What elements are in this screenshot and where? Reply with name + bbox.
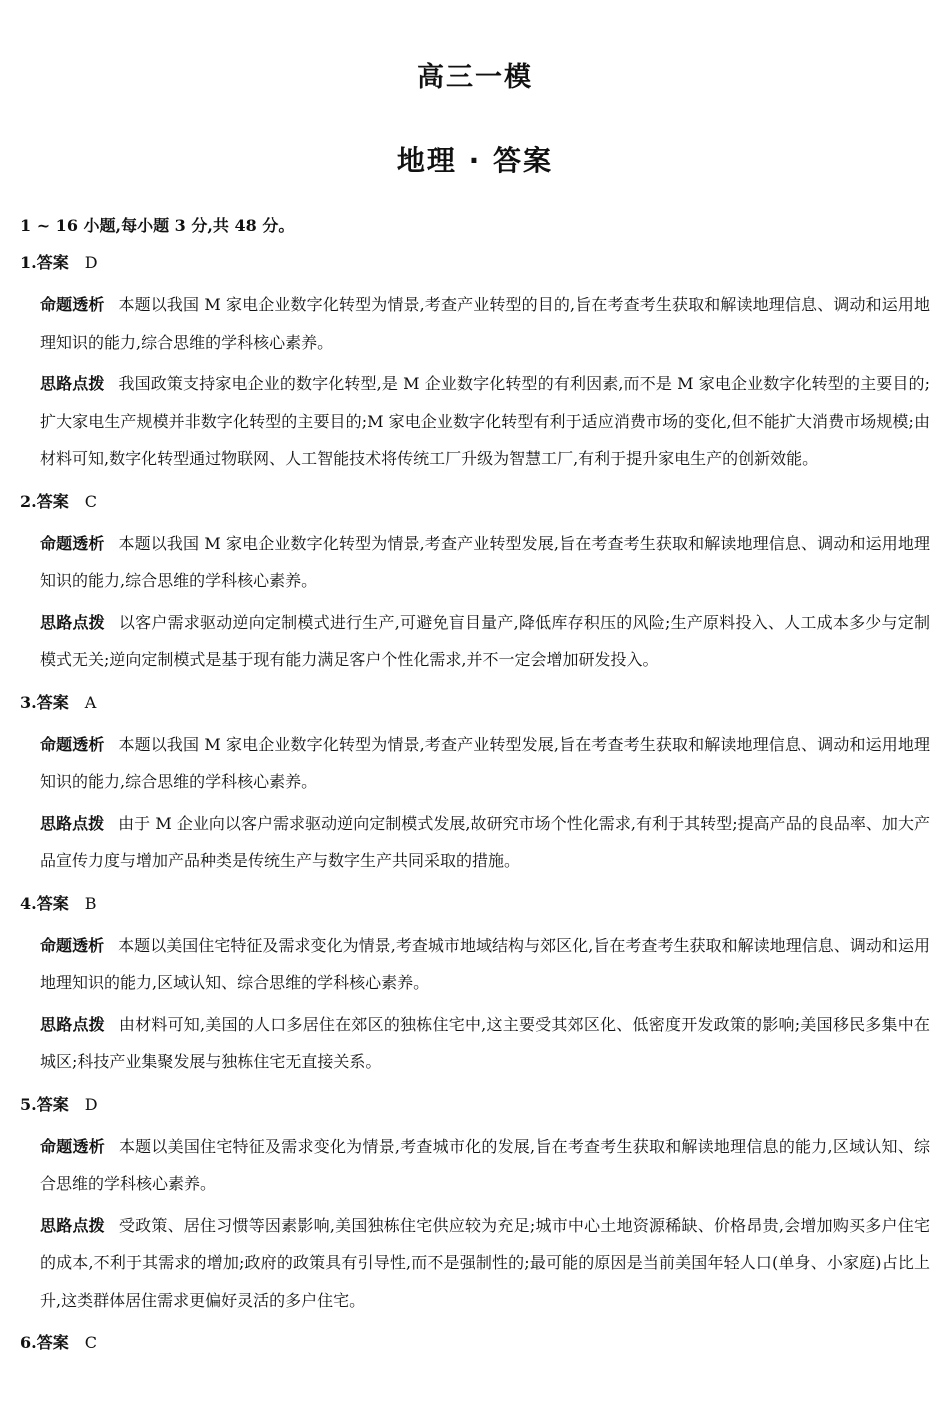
hint-label: 思路点拨 xyxy=(40,374,105,393)
hint-paragraph xyxy=(40,805,930,880)
analysis-text: 本题以我国 M 家电企业数字化转型为情景,考查产业转型的目的,旨在考查考生获取和解读地理信息、调动和运用地理知识的能力,综合思维的学科核心素养。 xyxy=(40,295,930,352)
answer-line xyxy=(20,1330,930,1356)
answer-value: B xyxy=(84,893,97,913)
question-number: 4. xyxy=(20,893,37,913)
question-number: 2. xyxy=(20,491,37,511)
analysis-label: 命题透析 xyxy=(40,935,105,955)
scoring-intro: 1 ~ 16 小题,每小题 3 分,共 48 分。 xyxy=(20,216,295,235)
page-subtitle: 地理 · 答案 xyxy=(396,144,554,177)
hint-paragraph xyxy=(40,365,930,478)
hint-label: 思路点拨 xyxy=(40,1014,105,1034)
analysis-paragraph xyxy=(40,927,930,1002)
hint-text: 受政策、居住习惯等因素影响,美国独栋住宅供应较为充足;城市中心土地资源稀缺、价格昂贵,会增加购买多户住宅的成本,不利于其需求的增加;政府的政策具有引导性,而不是强制性的;最可能的原因是当前美国年轻人口(单身、小家庭)占比上升,这类群体居住需求更偏好灵活的多户住宅。 xyxy=(40,1215,930,1310)
answer-line xyxy=(20,891,930,917)
answer-label: 答案 xyxy=(36,692,69,712)
answer-value: D xyxy=(84,253,98,272)
answer-value: C xyxy=(84,1333,97,1352)
answer-value: D xyxy=(84,1094,98,1114)
hint-text: 由于 M 企业向以客户需求驱动逆向定制模式发展,故研究市场个性化需求,有利于其转型;提高产品的良品率、加大产品宣传力度与增加产品种类是传统生产与数字生产共同采取的措施。 xyxy=(40,813,930,870)
answer-line xyxy=(20,489,930,515)
answer-label: 答案 xyxy=(36,1333,69,1352)
page-title: 高三一模 xyxy=(417,62,533,93)
question-2 xyxy=(20,489,930,679)
analysis-text: 本题以我国 M 家电企业数字化转型为情景,考查产业转型发展,旨在考查考生获取和解读地理信息、调动和运用地理知识的能力,综合思维的学科核心素养。 xyxy=(40,734,930,791)
question-3 xyxy=(20,690,930,880)
answer-value: A xyxy=(84,692,97,712)
hint-label: 思路点拨 xyxy=(40,1215,105,1235)
question-number: 1. xyxy=(20,253,37,272)
answer-label: 答案 xyxy=(36,253,69,272)
question-number: 3. xyxy=(20,692,37,712)
answer-label: 答案 xyxy=(36,1094,69,1114)
hint-paragraph xyxy=(40,604,930,679)
answer-label: 答案 xyxy=(36,491,69,511)
analysis-text: 本题以美国住宅特征及需求变化为情景,考查城市地域结构与郊区化,旨在考查考生获取和解读地理信息、调动和运用地理知识的能力,区域认知、综合思维的学科核心素养。 xyxy=(40,935,930,992)
hint-text: 以客户需求驱动逆向定制模式进行生产,可避免盲目量产,降低库存积压的风险;生产原料投入、人工成本多少与定制模式无关;逆向定制模式是基于现有能力满足客户个性化需求,并不一定会增加研发投入。 xyxy=(40,612,930,669)
answer-label: 答案 xyxy=(36,893,69,913)
hint-label: 思路点拨 xyxy=(40,612,105,632)
hint-label: 思路点拨 xyxy=(40,813,105,833)
analysis-paragraph xyxy=(40,1128,930,1203)
analysis-label: 命题透析 xyxy=(40,533,105,553)
question-1 xyxy=(20,250,930,478)
question-4 xyxy=(20,891,930,1081)
question-number: 5. xyxy=(20,1094,37,1114)
answer-line xyxy=(20,250,930,276)
hint-text: 我国政策支持家电企业的数字化转型,是 M 企业数字化转型的有利因素,而不是 M 家电企业数字化转型的主要目的;扩大家电生产规模并非数字化转型的主要目的;M 家电企业数字化转型有利于适应消费市场的变化,但不能扩大消费市场规模;由材料可知,数字化转型通过物联网、人工智能技术将传统工厂升级为智慧工厂,有利于提升家电生产的创新效能。 xyxy=(40,374,930,468)
hint-paragraph xyxy=(40,1207,930,1320)
analysis-paragraph xyxy=(40,525,930,600)
question-5 xyxy=(20,1092,930,1320)
answer-line xyxy=(20,1092,930,1118)
hint-paragraph xyxy=(40,1006,930,1081)
answer-list xyxy=(20,250,930,1356)
analysis-label: 命题透析 xyxy=(40,734,105,754)
analysis-paragraph xyxy=(40,726,930,801)
question-number: 6. xyxy=(20,1333,37,1352)
analysis-paragraph xyxy=(40,286,930,361)
question-6 xyxy=(20,1330,930,1356)
answer-value: C xyxy=(84,491,97,511)
hint-text: 由材料可知,美国的人口多居住在郊区的独栋住宅中,这主要受其郊区化、低密度开发政策的影响;美国移民多集中在城区;科技产业集聚发展与独栋住宅无直接关系。 xyxy=(40,1014,930,1071)
analysis-label: 命题透析 xyxy=(40,1136,105,1156)
answer-line xyxy=(20,690,930,716)
analysis-label: 命题透析 xyxy=(40,295,105,314)
analysis-text: 本题以我国 M 家电企业数字化转型为情景,考查产业转型发展,旨在考查考生获取和解读地理信息、调动和运用地理知识的能力,综合思维的学科核心素养。 xyxy=(40,533,930,590)
analysis-text: 本题以美国住宅特征及需求变化为情景,考查城市化的发展,旨在考查考生获取和解读地理信息的能力,区域认知、综合思维的学科核心素养。 xyxy=(40,1136,930,1193)
